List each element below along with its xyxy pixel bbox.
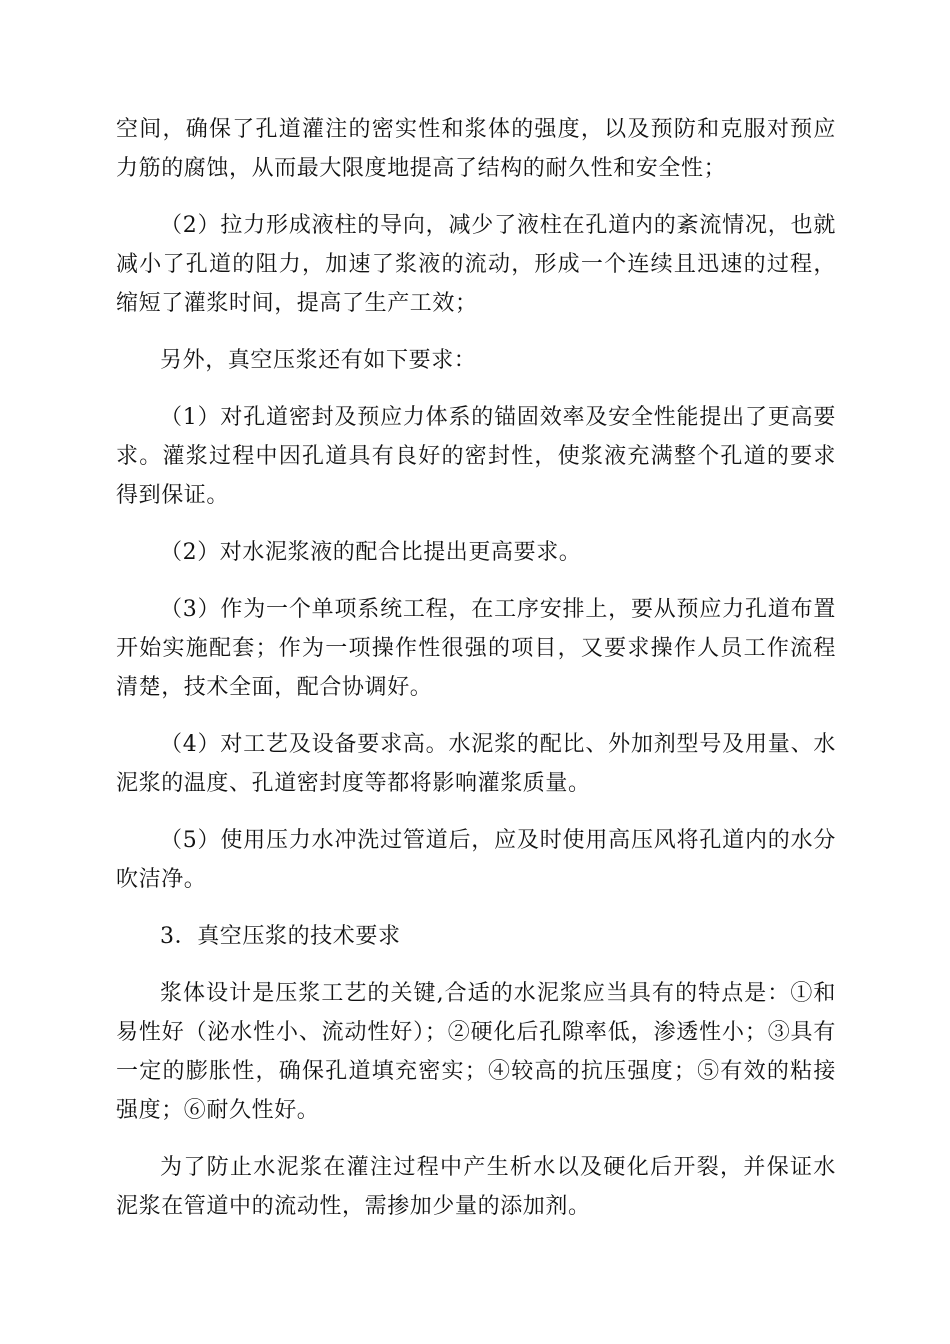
paragraph-item-2-tension: （2）拉力形成液柱的导向，减少了液柱在孔道内的紊流情况，也就减小了孔道的阻力，加速了浆液的流动，形成一个连续且迅速的过程，缩短了灌浆时间，提高了生产工效； [116, 213, 836, 316]
paragraph-additional-requirements: 另外，真空压浆还有如下要求： [160, 348, 477, 373]
document-body [116, 110, 836, 1244]
paragraph-requirement-5: （5）使用压力水冲洗过管道后，应及时使用高压风将孔道内的水分吹洁净。 [116, 828, 836, 892]
paragraph-continuation: 空间，确保了孔道灌注的密实性和浆体的强度，以及预防和克服对预应力筋的腐蚀，从而最大限度地提高了结构的耐久性和安全性； [116, 117, 836, 181]
paragraph-requirement-1: （1）对孔道密封及预应力体系的锚固效率及安全性能提出了更高要求。灌浆过程中因孔道具有良好的密封性，使浆液充满整个孔道的要求得到保证。 [116, 405, 836, 508]
paragraph-requirement-3: （3）作为一个单项系统工程，在工序安排上，要从预应力孔道布置开始实施配套；作为一项操作性很强的项目，又要求操作人员工作流程清楚，技术全面，配合协调好。 [116, 597, 836, 700]
paragraph-slurry-design: 浆体设计是压浆工艺的关键,合适的水泥浆应当具有的特点是：①和易性好（泌水性小、流动性好）；②硬化后孔隙率低，渗透性小；③具有一定的膨胀性，确保孔道填充密实；④较高的抗压强度；⑤有效的粘接强度；⑥耐久性好。 [116, 981, 836, 1123]
paragraph-requirement-2: （2）对水泥浆液的配合比提出更高要求。 [160, 540, 582, 565]
section-heading-3: 3．真空压浆的技术要求 [160, 924, 401, 949]
paragraph-requirement-4: （4）对工艺及设备要求高。水泥浆的配比、外加剂型号及用量、水泥浆的温度、孔道密封度等都将影响灌浆质量。 [116, 732, 836, 796]
paragraph-additives: 为了防止水泥浆在灌注过程中产生析水以及硬化后开裂，并保证水泥浆在管道中的流动性，需掺加少量的添加剂。 [116, 1155, 836, 1219]
